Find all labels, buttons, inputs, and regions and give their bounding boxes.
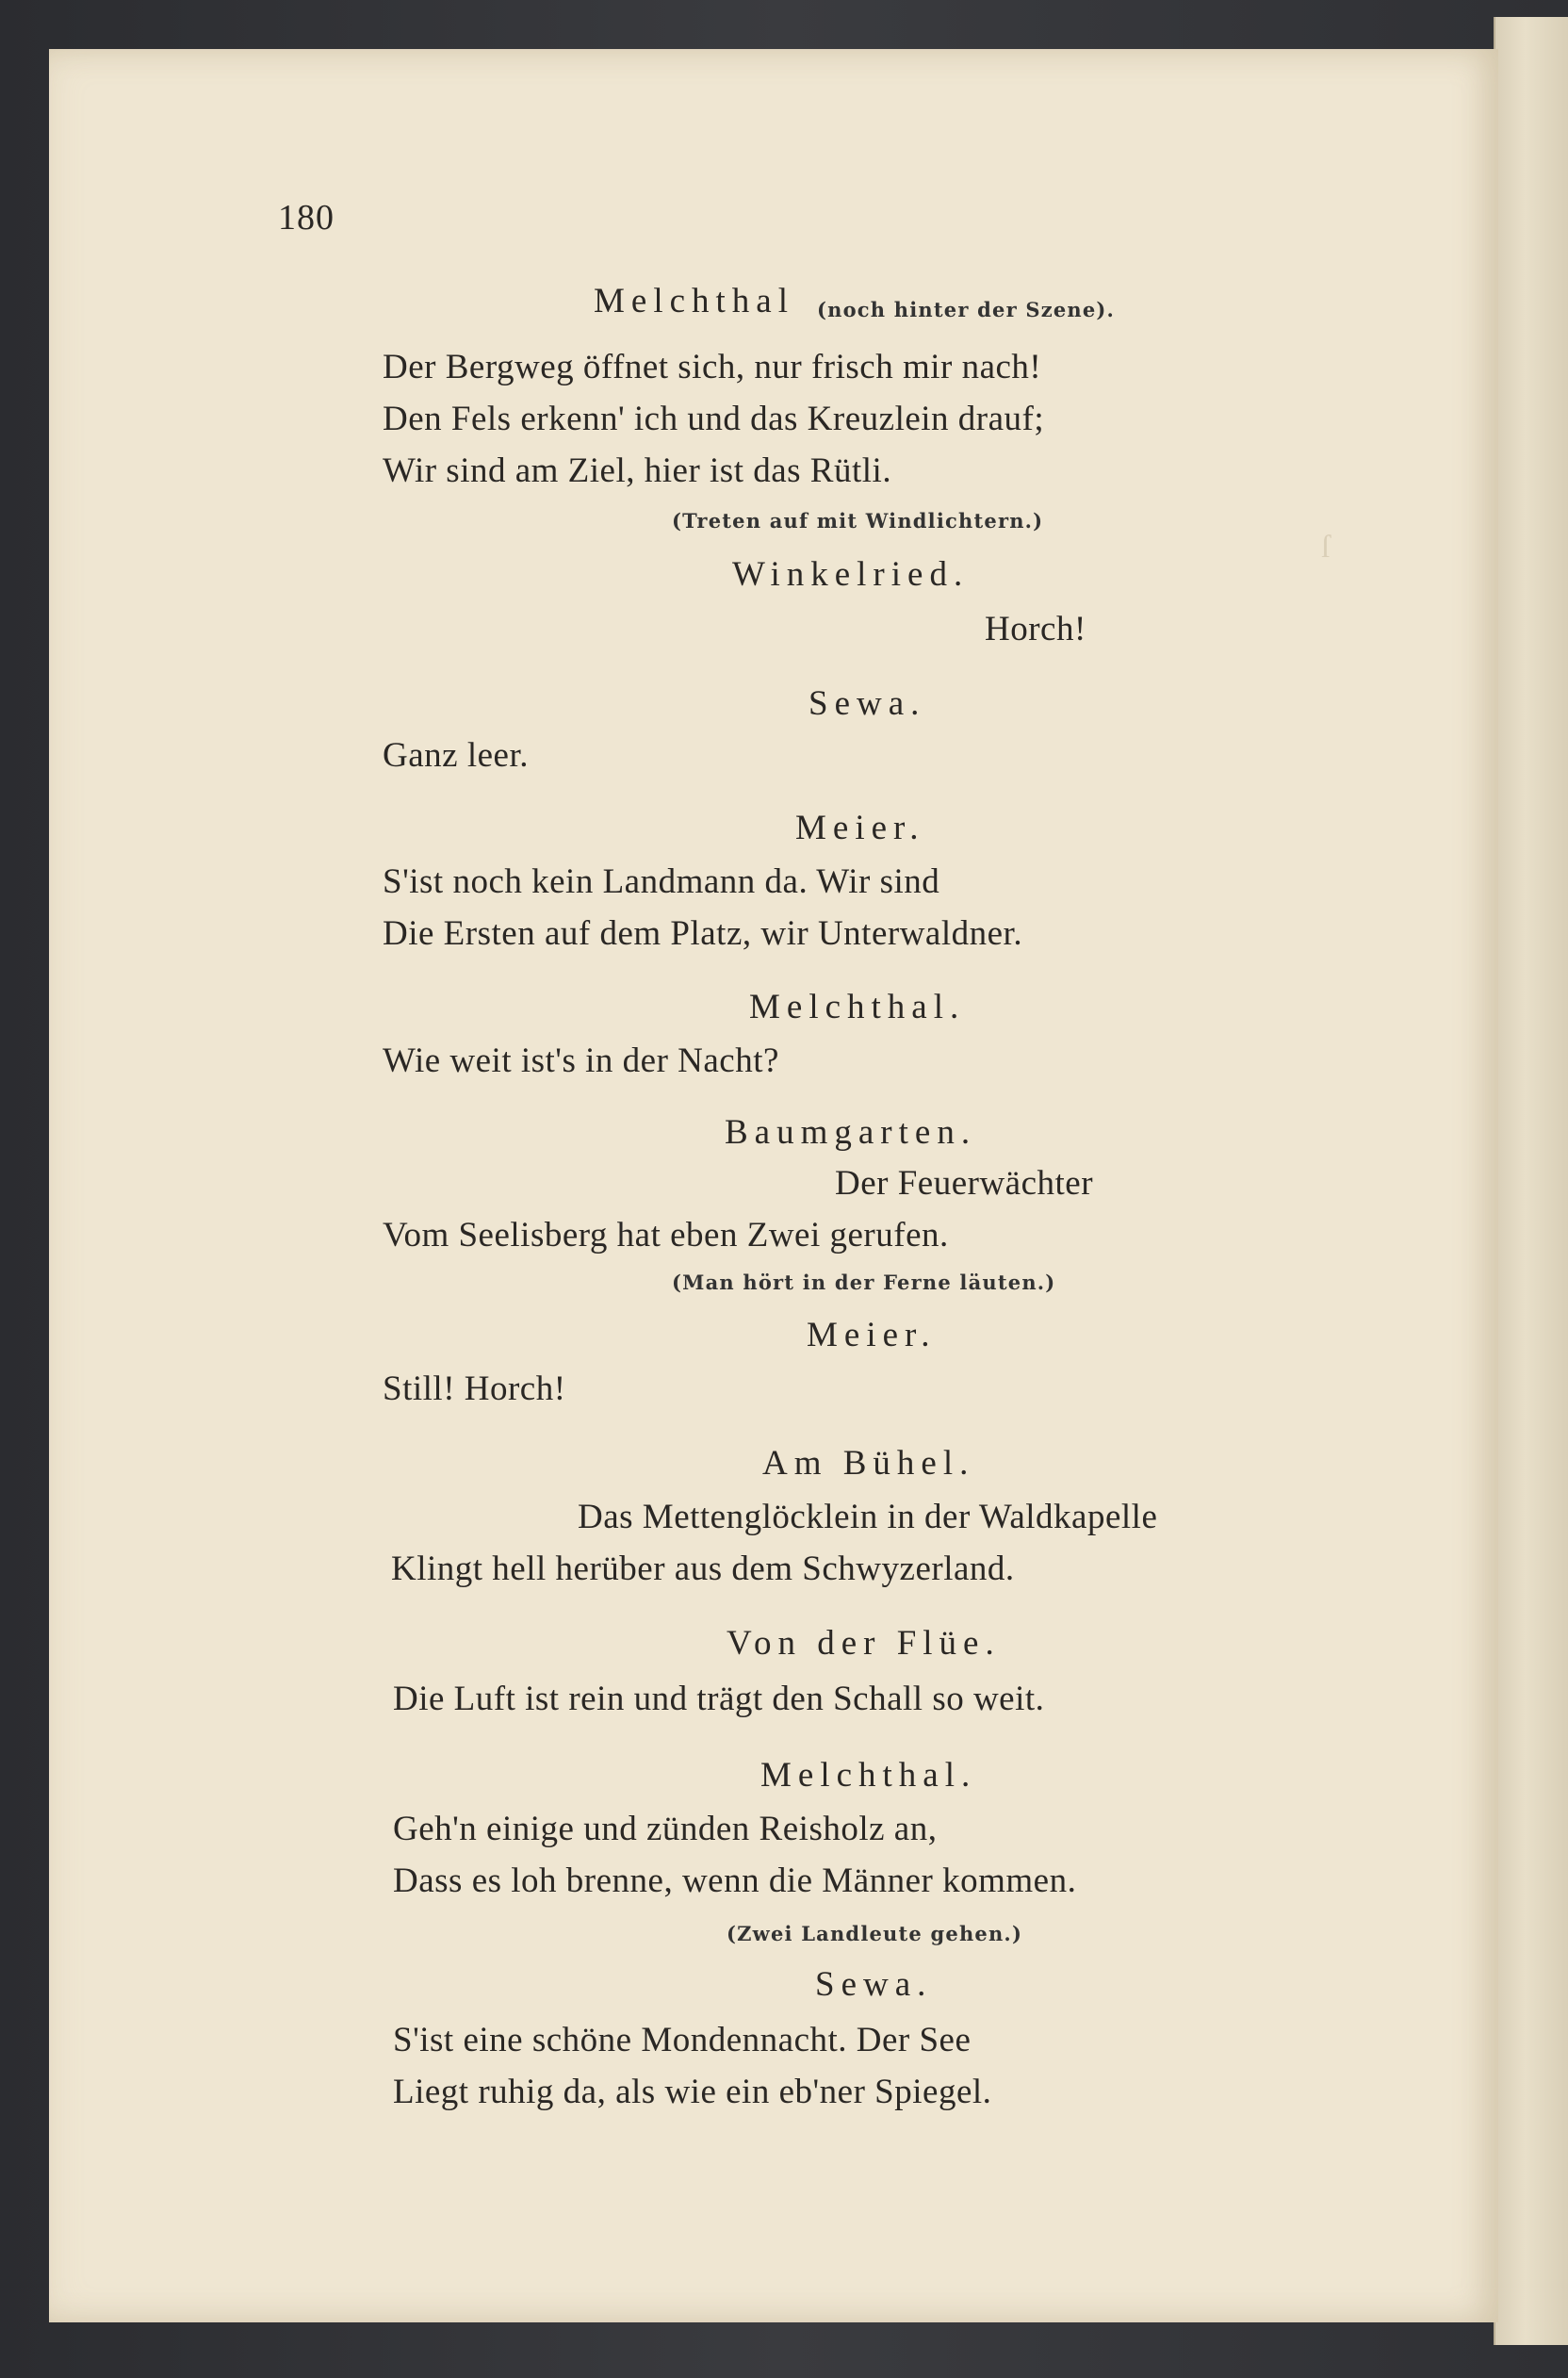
verse-line: Die Ersten auf dem Platz, wir Unterwaldner. (383, 914, 1023, 953)
speaker-meier: Meier. (807, 1316, 937, 1354)
verse-line: Geh'n einige und zünden Reisholz an, (393, 1810, 938, 1848)
speaker-melchthal: Melchthal (594, 282, 795, 320)
stage-direction: (noch hinter der Szene). (817, 298, 1116, 321)
verse-line: S'ist noch kein Landmann da. Wir sind (383, 862, 940, 901)
verse-line: Dass es loh brenne, wenn die Männer kommen. (393, 1861, 1077, 1900)
show-through-text: ſ (1321, 530, 1331, 565)
stage-direction: (Treten auf mit Windlichtern.) (672, 509, 1044, 533)
speaker-melchthal: Melchthal. (760, 1756, 977, 1795)
speaker-melchthal: Melchthal. (749, 988, 966, 1026)
facing-page-edge (1494, 17, 1568, 2345)
stage-direction: (Zwei Landleute gehen.) (727, 1922, 1023, 1945)
speaker-sewa: Sewa. (815, 1965, 933, 2004)
page-number: 180 (278, 198, 335, 238)
verse-line: S'ist eine schöne Mondennacht. Der See (393, 2021, 972, 2059)
verse-line: Den Fels erkenn' ich und das Kreuzlein drauf; (383, 400, 1045, 438)
book-page (49, 49, 1498, 2322)
verse-line: Der Feuerwächter (835, 1164, 1094, 1203)
verse-line: Horch! (985, 610, 1086, 648)
verse-line: Wie weit ist's in der Nacht? (383, 1041, 779, 1080)
verse-line: Liegt ruhig da, als wie ein eb'ner Spiegel. (393, 2073, 992, 2111)
speaker-baumgarten: Baumgarten. (725, 1113, 977, 1152)
speaker-winkelried: Winkelried. (732, 555, 970, 594)
stage-direction: (Man hört in der Ferne läuten.) (672, 1271, 1056, 1294)
verse-line: Vom Seelisberg hat eben Zwei gerufen. (383, 1216, 949, 1255)
verse-line: Still! Horch! (383, 1369, 566, 1408)
speaker-sewa: Sewa. (808, 684, 926, 723)
speaker-meier: Meier. (795, 809, 925, 847)
verse-line: Das Mettenglöcklein in der Waldkapelle (578, 1498, 1158, 1536)
speaker-von-der-fluee: Von der Flüe. (727, 1624, 1001, 1663)
verse-line: Wir sind am Ziel, hier ist das Rütli. (383, 451, 892, 490)
verse-line: Der Bergweg öffnet sich, nur frisch mir nach! (383, 348, 1042, 386)
verse-line: Die Luft ist rein und trägt den Schall so weit. (393, 1680, 1045, 1718)
verse-line: Ganz leer. (383, 736, 529, 775)
verse-line: Klingt hell herüber aus dem Schwyzerland. (391, 1550, 1015, 1588)
speaker-am-buehel: Am Bühel. (762, 1444, 975, 1483)
